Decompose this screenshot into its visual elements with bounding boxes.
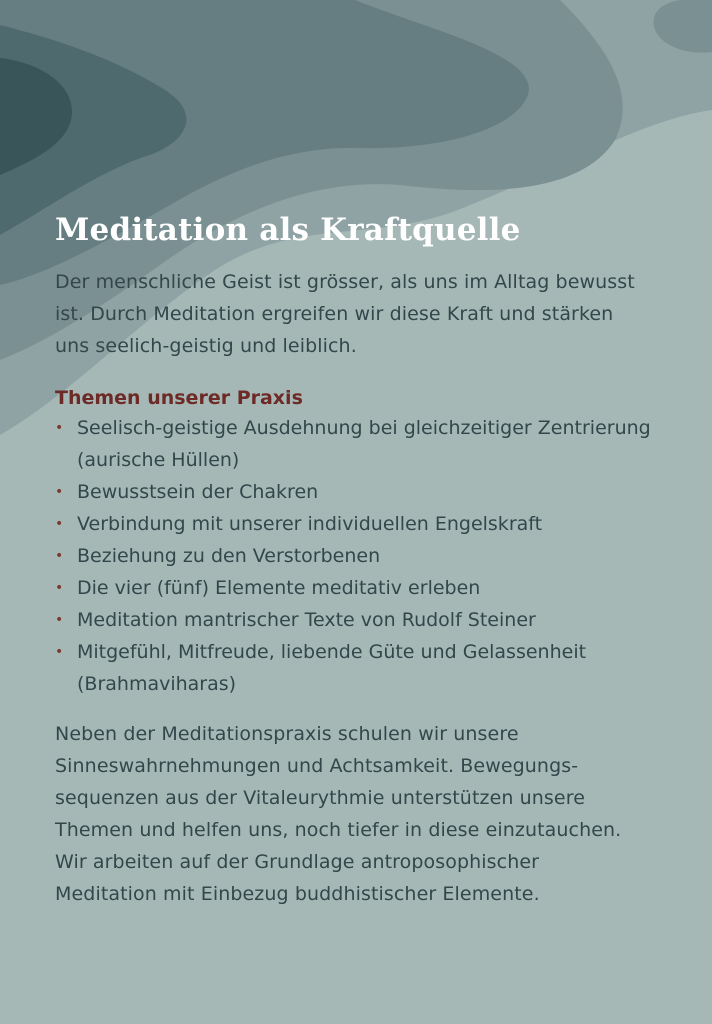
list-item — [55, 476, 655, 508]
list-item-text: Verbindung mit unserer individuellen Engelskraft — [77, 513, 543, 535]
topics-heading: Themen unserer Praxis — [55, 387, 303, 409]
bullet-icon: • — [55, 644, 64, 660]
topics-list — [55, 412, 655, 700]
list-item — [55, 572, 655, 604]
list-item-text: Bewusstsein der Chakren — [77, 481, 319, 503]
list-item-text: Meditation mantrischer Texte von Rudolf Steiner — [77, 609, 536, 631]
bullet-icon: • — [55, 548, 64, 564]
page-title: Meditation als Kraftquelle — [55, 212, 521, 248]
bullet-icon: • — [55, 420, 64, 436]
bullet-icon: • — [55, 612, 64, 628]
list-item — [55, 604, 655, 636]
bullet-icon: • — [55, 580, 64, 596]
list-item — [55, 508, 655, 540]
list-item-text: Seelisch-geistige Ausdehnung bei gleichzeitiger Zentrierung (aurische Hüllen) — [77, 417, 651, 471]
list-item — [55, 540, 655, 572]
outro-paragraph: Neben der Meditationspraxis schulen wir unsere Sinneswahrnehmungen und Achtsamkeit. Bewegungssequenzen aus der Vitaleurythmie unterstützen unsere Themen und helfen uns, noch tiefer in diese einzutauchen. Wir arbeiten auf der Grundlage antroposophischer Meditation mit Einbezug buddhistischer Elemente. — [55, 723, 622, 905]
bullet-icon: • — [55, 484, 64, 500]
bullet-icon: • — [55, 516, 64, 532]
list-item-text: Mitgefühl, Mitfreude, liebende Güte und Gelassenheit (Brahmaviharas) — [77, 641, 587, 695]
list-item — [55, 636, 655, 700]
list-item — [55, 412, 655, 476]
main-content — [55, 208, 655, 910]
intro-paragraph: Der menschliche Geist ist grösser, als uns im Alltag bewusst ist. Durch Meditation ergreifen wir diese Kraft und stärken uns seelich-geistig und leiblich. — [55, 271, 635, 357]
list-item-text: Die vier (fünf) Elemente meditativ erleben — [77, 577, 481, 599]
list-item-text: Beziehung zu den Verstorbenen — [77, 545, 381, 567]
